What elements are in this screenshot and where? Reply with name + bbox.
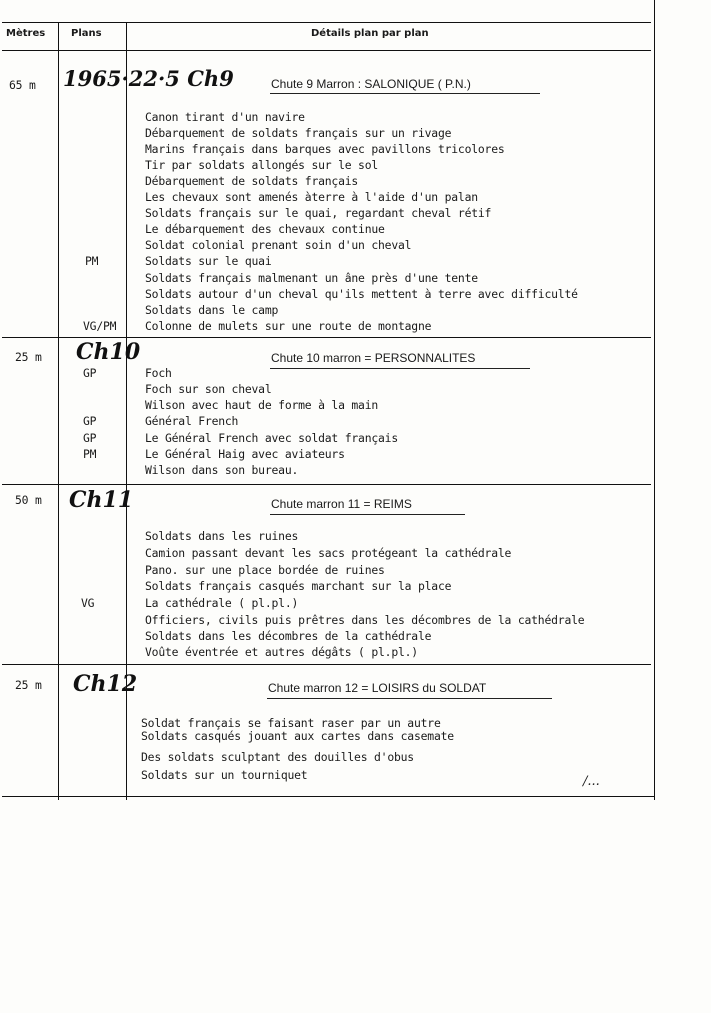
shot-description: Soldats français casqués marchant sur la place [145, 579, 452, 593]
section-title: Chute marron 12 = LOISIRS du SOLDAT [268, 681, 487, 695]
shot-plan: GP [83, 431, 97, 445]
section-rule [2, 337, 651, 338]
shot-description: Camion passant devant les sacs protégeant la cathédrale [145, 546, 512, 560]
shot-description: Soldats dans le camp [145, 303, 279, 317]
section-metres: 25 m [15, 678, 42, 692]
header-plans: Plans [71, 28, 102, 39]
title-underline [270, 514, 465, 515]
section-title: Chute marron 11 = REIMS [271, 497, 412, 511]
shot-plan: GP [83, 366, 97, 380]
section-metres: 25 m [15, 350, 42, 364]
header-metres: Mètres [6, 28, 46, 39]
shot-description: Le débarquement des chevaux continue [145, 222, 385, 236]
section-rule [2, 484, 651, 485]
shot-description: Tir par soldats allongés sur le sol [145, 158, 379, 172]
shot-description: Soldats autour d'un cheval qu'ils mettent à terre avec difficulté [145, 287, 578, 301]
shot-description: Soldat colonial prenant soin d'un cheval [145, 238, 412, 252]
header-details: Détails plan par plan [311, 28, 429, 39]
section-title: Chute 9 Marron : SALONIQUE ( P.N.) [271, 77, 471, 91]
shot-description: Soldats français malmenant un âne près d'une tente [145, 271, 478, 285]
shot-description: Foch sur son cheval [145, 382, 272, 396]
shot-description: Débarquement de soldats français [145, 174, 359, 188]
shot-description: Le Général French avec soldat français [145, 431, 398, 445]
shot-description: Soldats sur le quai [145, 254, 272, 268]
title-underline [270, 368, 530, 369]
shot-description: Wilson dans son bureau. [145, 463, 299, 477]
section-title: Chute 10 marron = PERSONNALITES [271, 351, 476, 365]
section-rule [2, 664, 651, 665]
shot-description: Soldats français sur le quai, regardant cheval rétif [145, 206, 492, 220]
shot-description: Voûte éventrée et autres dégâts ( pl.pl.) [145, 645, 418, 659]
header-rule [2, 50, 651, 51]
shot-plan: PM [83, 447, 97, 461]
right-border [654, 0, 655, 800]
shot-description: Les chevaux sont amenés àterre à l'aide d'un palan [145, 190, 478, 204]
continuation-mark: /... [583, 774, 600, 789]
section-metres: 65 m [9, 78, 36, 92]
shot-description: Officiers, civils puis prêtres dans les décombres de la cathédrale [145, 613, 585, 627]
column-divider-metres [58, 22, 59, 800]
title-underline [267, 698, 552, 699]
shot-description: La cathédrale ( pl.pl.) [145, 596, 299, 610]
shot-description: Colonne de mulets sur une route de montagne [145, 319, 432, 333]
shot-description: Wilson avec haut de forme à la main [145, 398, 379, 412]
shot-description: Canon tirant d'un navire [145, 110, 305, 124]
handwritten-label: 1965·22·5 Ch9 [63, 66, 234, 91]
bottom-rule [2, 796, 654, 797]
shot-description: Pano. sur une place bordée de ruines [145, 563, 385, 577]
shot-plan: GP [83, 414, 97, 428]
title-underline [270, 93, 540, 94]
handwritten-label: Ch11 [69, 487, 134, 513]
top-rule [2, 22, 651, 23]
handwritten-label: Ch12 [73, 671, 138, 697]
shot-plan: PM [85, 254, 99, 268]
shot-plan: VG/PM [83, 319, 117, 333]
shot-description: Le Général Haig avec aviateurs [145, 447, 345, 461]
shot-description: Soldats casqués jouant aux cartes dans casemate [141, 729, 454, 743]
handwritten-label: Ch10 [76, 339, 141, 365]
shot-description: Général French [145, 414, 239, 428]
shot-description: Soldats dans les ruines [145, 529, 299, 543]
shot-description: Débarquement de soldats français sur un rivage [145, 126, 452, 140]
shot-plan: VG [81, 596, 95, 610]
shot-description: Foch [145, 366, 172, 380]
shot-description: Soldat français se faisant raser par un autre [141, 716, 441, 730]
shot-description: Soldats sur un tourniquet [141, 768, 308, 782]
shot-description: Des soldats sculptant des douilles d'obus [141, 750, 414, 764]
section-metres: 50 m [15, 493, 42, 507]
shot-description: Soldats dans les décombres de la cathédrale [145, 629, 432, 643]
shot-description: Marins français dans barques avec pavillons tricolores [145, 142, 505, 156]
